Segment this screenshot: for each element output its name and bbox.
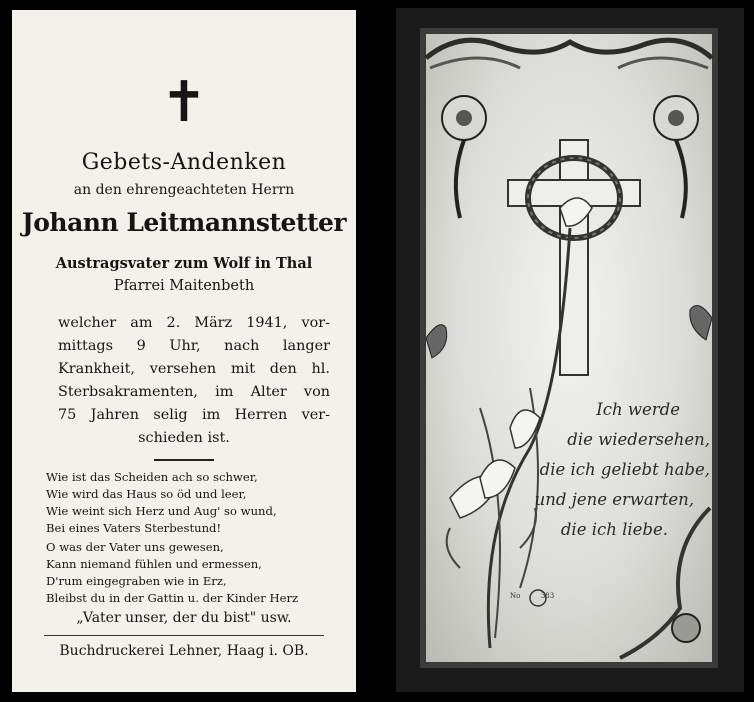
verse-line: Ich werde	[596, 400, 680, 419]
poem-line: Wie wird das Haus so öd und leer,	[46, 487, 247, 501]
title-line: Austragsvater zum Wolf in Thal	[55, 255, 313, 272]
flower-left-icon	[442, 96, 486, 218]
poem-line: Kann niemand fühlen und ermessen,	[46, 557, 262, 571]
verse-line: die ich liebe.	[560, 520, 668, 539]
divider	[44, 635, 324, 636]
dedication-line: an den ehrengeachteten Herrn	[73, 182, 295, 198]
cross-symbol: ✝	[160, 70, 208, 135]
flower-right-icon	[654, 96, 698, 218]
obituary-line: Sterbsakramenten, im Alter von	[58, 384, 330, 400]
obituary-line: Krankheit, versehen mit den hl.	[58, 361, 330, 377]
obituary-line: mittags 9 Uhr, nach langer	[58, 338, 330, 354]
obituary-line: welcher am 2. März 1941, vor-	[58, 315, 330, 331]
printer-credit: Buchdruckerei Lehner, Haag i. OB.	[59, 643, 309, 659]
cross-icon	[508, 140, 640, 375]
poem-line: Wie weint sich Herz und Aug' so wund,	[46, 504, 277, 518]
parish-line: Pfarrei Maitenbeth	[113, 278, 255, 294]
card-heading: Gebets-Andenken	[81, 150, 287, 175]
poem-line: Bleibst du in der Gattin u. der Kinder Herz	[46, 591, 299, 605]
memorial-card-image-side	[396, 8, 744, 692]
ornament-illustration	[420, 28, 718, 668]
divider	[154, 459, 214, 461]
prayer-line: „Vater unser, der du bist" usw.	[76, 610, 292, 626]
publisher-prefix: No	[510, 592, 521, 600]
verse-line: die wiedersehen,	[567, 430, 710, 449]
verse-line: und jene erwarten,	[534, 490, 694, 509]
poem-line: Wie ist das Scheiden ach so schwer,	[46, 470, 258, 484]
devotional-illustration	[420, 28, 718, 668]
poem-line: O was der Vater uns gewesen,	[46, 540, 224, 554]
obituary-line: schieden ist.	[138, 430, 230, 446]
publisher-number: 383	[540, 592, 555, 600]
poem-line: D'rum eingegraben wie in Erz,	[46, 574, 227, 588]
memorial-card-text-side	[12, 10, 356, 692]
poem-line: Bei eines Vaters Sterbestund!	[46, 521, 222, 535]
obituary-line: 75 Jahren selig im Herren ver-	[58, 407, 330, 423]
verse-line: die ich geliebt habe,	[539, 460, 710, 479]
deceased-name: Johann Leitmannstetter	[21, 208, 347, 237]
publisher-mark	[510, 592, 554, 600]
